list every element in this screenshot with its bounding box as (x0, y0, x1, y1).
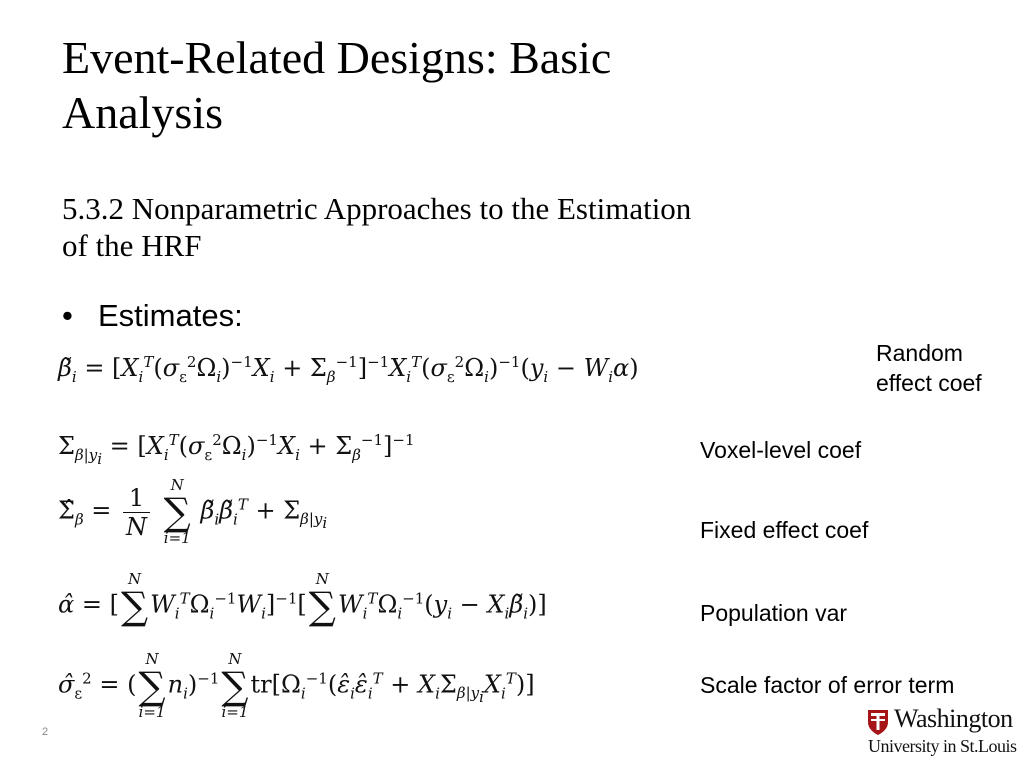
bullet-text: Estimates: (98, 298, 243, 333)
label-voxel-level-coef: Voxel-level coef (700, 437, 862, 463)
label-random-effect-coef (876, 338, 982, 398)
equation-voxel-level: $\Sigma_{\beta|y_i} = [X_i^T(\sigma_\varepsilon^2\Omega_i)^{-1}X_i + \Sigma_\beta^{-1}]^{-1}$ (58, 431, 415, 468)
shield-icon (866, 708, 890, 736)
slide-title-line-2: Analysis (62, 87, 223, 138)
section-heading (62, 190, 982, 264)
bullet-marker: • (62, 298, 73, 333)
fraction-one-over-n: $\frac{1}{N}$ (123, 484, 150, 541)
page-number: 2 (42, 726, 49, 738)
sum-operator: N ∑ i=1 (163, 476, 191, 547)
label-scale-factor: Scale factor of error term (700, 672, 955, 698)
equation-fixed-effect: $\Sigmâ_\beta$ = $\frac{1}{N}$ N ∑ i=1 $\betã_i\betã_i^T + \Sigma_{\beta|y_i}$ (58, 476, 328, 547)
label-random-line-2: effect coef (876, 370, 982, 396)
bullet-item-estimates (62, 296, 243, 336)
logo-name: Washington (894, 704, 1013, 733)
label-population-var: Population var (700, 600, 848, 626)
university-logo (866, 706, 1021, 762)
logo-subname: University in St.Louis (868, 736, 1017, 756)
equation-scale-factor: $\sigmâ_\varepsilon^2$ = ( N ∑ i=1 $n_i)^{-1}$ N ∑ i=1 $tr[\Omega_i^{-1}(\varepsilon̂_i\varepsilon̂_i^T + X_i\Sigma_{\beta|y_i}X_i^T)]$ (58, 650, 535, 721)
section-heading-line-1: 5.3.2 Nonparametric Approaches to the Estimation (62, 191, 692, 226)
label-fixed-effect-coef: Fixed effect coef (700, 517, 869, 543)
section-heading-line-2: of the HRF (62, 228, 202, 263)
slide-title (62, 30, 962, 140)
label-random-line-1: Random (876, 340, 963, 366)
equation-random-effect: $\betã_i = [X_i^T(\sigma_\varepsilon^2\Omega_i)^{-1}X_i + \Sigma_\beta^{-1}]^{-1}X_i^T(\sigma_\varepsilon^2\Omega_i)^{-1}(y_i - W_i\alpha)$ (58, 353, 639, 386)
slide-title-line-1: Event-Related Designs: Basic (62, 32, 612, 83)
equation-population-var: α̂ = [ N ∑ $W_i^T\Omega_i^{-1}W_i]^{-1}$[ N ∑ $W_i^T\Omega_i^{-1}(y_i$ − $X_i\betã_i$)] (58, 570, 547, 628)
